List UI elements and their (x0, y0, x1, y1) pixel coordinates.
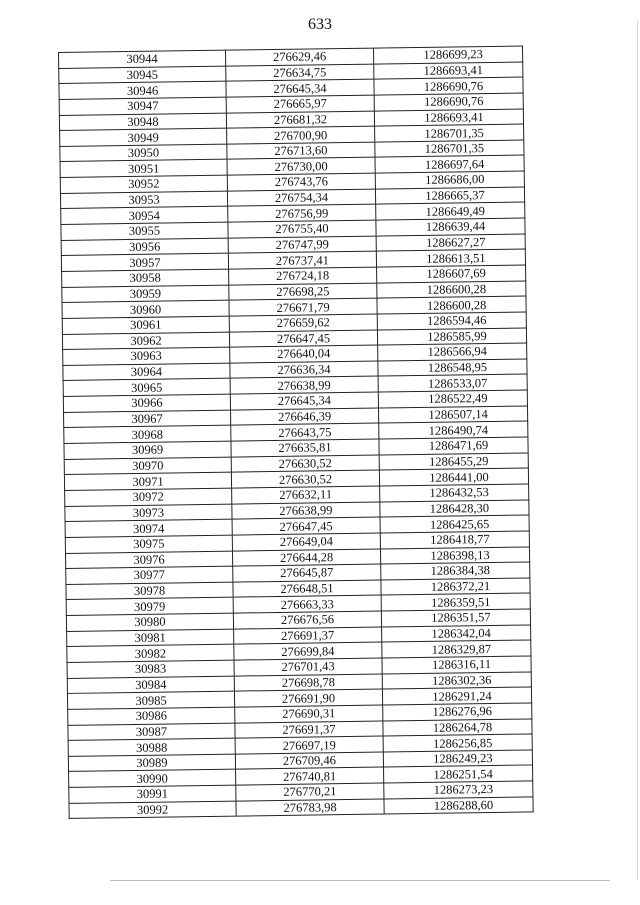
x-coordinate-cell: 276665,97 (226, 95, 374, 113)
y-coordinate-cell: 1286329,87 (382, 640, 531, 658)
y-coordinate-cell: 1286249,23 (383, 750, 532, 768)
x-coordinate-cell: 276647,45 (232, 517, 380, 535)
y-coordinate-cell: 1286398,13 (380, 546, 529, 564)
point-number-cell: 30962 (62, 332, 229, 350)
x-coordinate-cell: 276636,34 (230, 361, 378, 379)
y-coordinate-cell: 1286548,95 (378, 359, 527, 377)
y-coordinate-cell: 1286665,37 (375, 187, 524, 205)
y-coordinate-cell: 1286693,41 (374, 109, 523, 127)
y-coordinate-cell: 1286432,53 (380, 484, 529, 502)
y-coordinate-cell: 1286600,28 (377, 281, 526, 299)
point-number-cell: 30987 (68, 723, 235, 741)
x-coordinate-cell: 276635,81 (231, 439, 379, 457)
point-number-cell: 30948 (59, 113, 226, 131)
x-coordinate-cell: 276632,11 (232, 486, 380, 504)
y-coordinate-cell: 1286649,49 (376, 202, 525, 220)
point-number-cell: 30970 (64, 457, 231, 475)
point-number-cell: 30977 (66, 566, 233, 584)
y-coordinate-cell: 1286699,23 (373, 46, 522, 64)
point-number-cell: 30991 (69, 785, 236, 803)
point-number-cell: 30984 (67, 676, 234, 694)
y-coordinate-cell: 1286585,99 (377, 328, 526, 346)
y-coordinate-cell: 1286701,35 (375, 140, 524, 158)
point-number-cell: 30958 (62, 269, 229, 287)
point-number-cell: 30973 (65, 504, 232, 522)
point-number-cell: 30956 (61, 238, 228, 256)
point-number-cell: 30960 (62, 300, 229, 318)
x-coordinate-cell: 276730,00 (227, 158, 375, 176)
x-coordinate-cell: 276638,99 (230, 377, 378, 395)
point-number-cell: 30952 (60, 175, 227, 193)
x-coordinate-cell: 276697,19 (235, 736, 383, 754)
y-coordinate-cell: 1286273,23 (384, 781, 533, 799)
x-coordinate-cell: 276649,04 (232, 533, 380, 551)
point-number-cell: 30980 (66, 613, 233, 631)
point-number-cell: 30951 (60, 160, 227, 178)
x-coordinate-cell: 276691,90 (234, 689, 382, 707)
x-coordinate-cell: 276690,31 (235, 705, 383, 723)
x-coordinate-cell: 276630,52 (231, 470, 379, 488)
y-coordinate-cell: 1286418,77 (380, 531, 529, 549)
coordinates-table-body (59, 46, 534, 819)
x-coordinate-cell: 276640,04 (230, 345, 378, 363)
y-coordinate-cell: 1286594,46 (377, 312, 526, 330)
y-coordinate-cell: 1286600,28 (377, 296, 526, 314)
y-coordinate-cell: 1286693,41 (374, 62, 523, 80)
x-coordinate-cell: 276783,98 (236, 799, 384, 817)
y-coordinate-cell: 1286351,57 (381, 609, 530, 627)
point-number-cell: 30965 (63, 379, 230, 397)
y-coordinate-cell: 1286256,85 (383, 734, 532, 752)
y-coordinate-cell: 1286690,76 (374, 93, 523, 111)
coordinates-table-wrapper (58, 46, 533, 820)
page-bottom-rule (110, 880, 610, 881)
point-number-cell: 30968 (64, 425, 231, 443)
point-number-cell: 30986 (68, 707, 235, 725)
y-coordinate-cell: 1286359,51 (381, 593, 530, 611)
x-coordinate-cell: 276770,21 (236, 783, 384, 801)
scan-edge-line (637, 20, 638, 880)
page-number: 633 (308, 16, 332, 33)
point-number-cell: 30946 (59, 81, 226, 99)
point-number-cell: 30988 (68, 738, 235, 756)
x-coordinate-cell: 276645,34 (230, 392, 378, 410)
y-coordinate-cell: 1286507,14 (378, 406, 527, 424)
point-number-cell: 30950 (60, 144, 227, 162)
point-number-cell: 30981 (67, 629, 234, 647)
x-coordinate-cell: 276643,75 (231, 423, 379, 441)
y-coordinate-cell: 1286490,74 (379, 421, 528, 439)
y-coordinate-cell: 1286627,27 (376, 234, 525, 252)
point-number-cell: 30957 (61, 253, 228, 271)
y-coordinate-cell: 1286441,00 (379, 468, 528, 486)
point-number-cell: 30961 (62, 316, 229, 334)
point-number-cell: 30985 (67, 691, 234, 709)
x-coordinate-cell: 276701,43 (234, 658, 382, 676)
y-coordinate-cell: 1286701,35 (375, 124, 524, 142)
y-coordinate-cell: 1286302,36 (382, 672, 531, 690)
y-coordinate-cell: 1286566,94 (378, 343, 527, 361)
x-coordinate-cell: 276691,37 (234, 627, 382, 645)
y-coordinate-cell: 1286316,11 (382, 656, 531, 674)
x-coordinate-cell: 276659,62 (229, 314, 377, 332)
x-coordinate-cell: 276648,51 (233, 580, 381, 598)
point-number-cell: 30992 (69, 801, 236, 819)
point-number-cell: 30971 (64, 472, 231, 490)
y-coordinate-cell: 1286428,30 (380, 500, 529, 518)
y-coordinate-cell: 1286607,69 (377, 265, 526, 283)
x-coordinate-cell: 276713,60 (227, 142, 375, 160)
point-number-cell: 30964 (63, 363, 230, 381)
y-coordinate-cell: 1286613,51 (376, 249, 525, 267)
y-coordinate-cell: 1286425,65 (380, 515, 529, 533)
x-coordinate-cell: 276709,46 (235, 752, 383, 770)
x-coordinate-cell: 276698,78 (234, 674, 382, 692)
point-number-cell: 30983 (67, 660, 234, 678)
point-number-cell: 30944 (59, 50, 226, 68)
x-coordinate-cell: 276724,18 (229, 267, 377, 285)
point-number-cell: 30955 (61, 222, 228, 240)
point-number-cell: 30966 (63, 394, 230, 412)
y-coordinate-cell: 1286533,07 (378, 374, 527, 392)
y-coordinate-cell: 1286384,38 (381, 562, 530, 580)
point-number-cell: 30972 (65, 488, 232, 506)
x-coordinate-cell: 276638,99 (232, 502, 380, 520)
y-coordinate-cell: 1286697,64 (375, 155, 524, 173)
coordinates-table (58, 46, 534, 820)
point-number-cell: 30963 (63, 347, 230, 365)
x-coordinate-cell: 276754,34 (227, 189, 375, 207)
point-number-cell: 30989 (68, 754, 235, 772)
x-coordinate-cell: 276700,90 (227, 126, 375, 144)
x-coordinate-cell: 276699,84 (234, 642, 382, 660)
x-coordinate-cell: 276737,41 (228, 251, 376, 269)
y-coordinate-cell: 1286372,21 (381, 578, 530, 596)
y-coordinate-cell: 1286264,78 (383, 718, 532, 736)
y-coordinate-cell: 1286639,44 (376, 218, 525, 236)
point-number-cell: 30954 (61, 207, 228, 225)
x-coordinate-cell: 276743,76 (227, 173, 375, 191)
x-coordinate-cell: 276646,39 (231, 408, 379, 426)
x-coordinate-cell: 276671,79 (229, 298, 377, 316)
point-number-cell: 30982 (67, 644, 234, 662)
point-number-cell: 30959 (62, 285, 229, 303)
x-coordinate-cell: 276740,81 (236, 767, 384, 785)
y-coordinate-cell: 1286276,96 (383, 703, 532, 721)
x-coordinate-cell: 276630,52 (231, 455, 379, 473)
point-number-cell: 30974 (65, 519, 232, 537)
x-coordinate-cell: 276747,99 (228, 236, 376, 254)
y-coordinate-cell: 1286471,69 (379, 437, 528, 455)
point-number-cell: 30990 (69, 770, 236, 788)
y-coordinate-cell: 1286251,54 (384, 765, 533, 783)
point-number-cell: 30969 (64, 441, 231, 459)
point-number-cell: 30945 (59, 66, 226, 84)
x-coordinate-cell: 276645,34 (226, 79, 374, 97)
y-coordinate-cell: 1286686,00 (375, 171, 524, 189)
point-number-cell: 30947 (59, 97, 226, 115)
point-number-cell: 30975 (65, 535, 232, 553)
x-coordinate-cell: 276644,28 (232, 549, 380, 567)
x-coordinate-cell: 276756,99 (228, 204, 376, 222)
x-coordinate-cell: 276645,87 (233, 564, 381, 582)
y-coordinate-cell: 1286690,76 (374, 77, 523, 95)
y-coordinate-cell: 1286342,04 (382, 625, 531, 643)
point-number-cell: 30976 (65, 551, 232, 569)
y-coordinate-cell: 1286455,29 (379, 453, 528, 471)
y-coordinate-cell: 1286288,60 (384, 797, 533, 815)
y-coordinate-cell: 1286291,24 (382, 687, 531, 705)
x-coordinate-cell: 276663,33 (233, 595, 381, 613)
x-coordinate-cell: 276676,56 (233, 611, 381, 629)
x-coordinate-cell: 276691,37 (235, 721, 383, 739)
x-coordinate-cell: 276629,46 (225, 48, 373, 66)
point-number-cell: 30978 (66, 582, 233, 600)
x-coordinate-cell: 276681,32 (226, 111, 374, 129)
x-coordinate-cell: 276698,25 (229, 283, 377, 301)
y-coordinate-cell: 1286522,49 (378, 390, 527, 408)
x-coordinate-cell: 276634,75 (226, 64, 374, 82)
point-number-cell: 30967 (64, 410, 231, 428)
x-coordinate-cell: 276755,40 (228, 220, 376, 238)
x-coordinate-cell: 276647,45 (229, 330, 377, 348)
point-number-cell: 30949 (60, 128, 227, 146)
point-number-cell: 30979 (66, 598, 233, 616)
point-number-cell: 30953 (60, 191, 227, 209)
